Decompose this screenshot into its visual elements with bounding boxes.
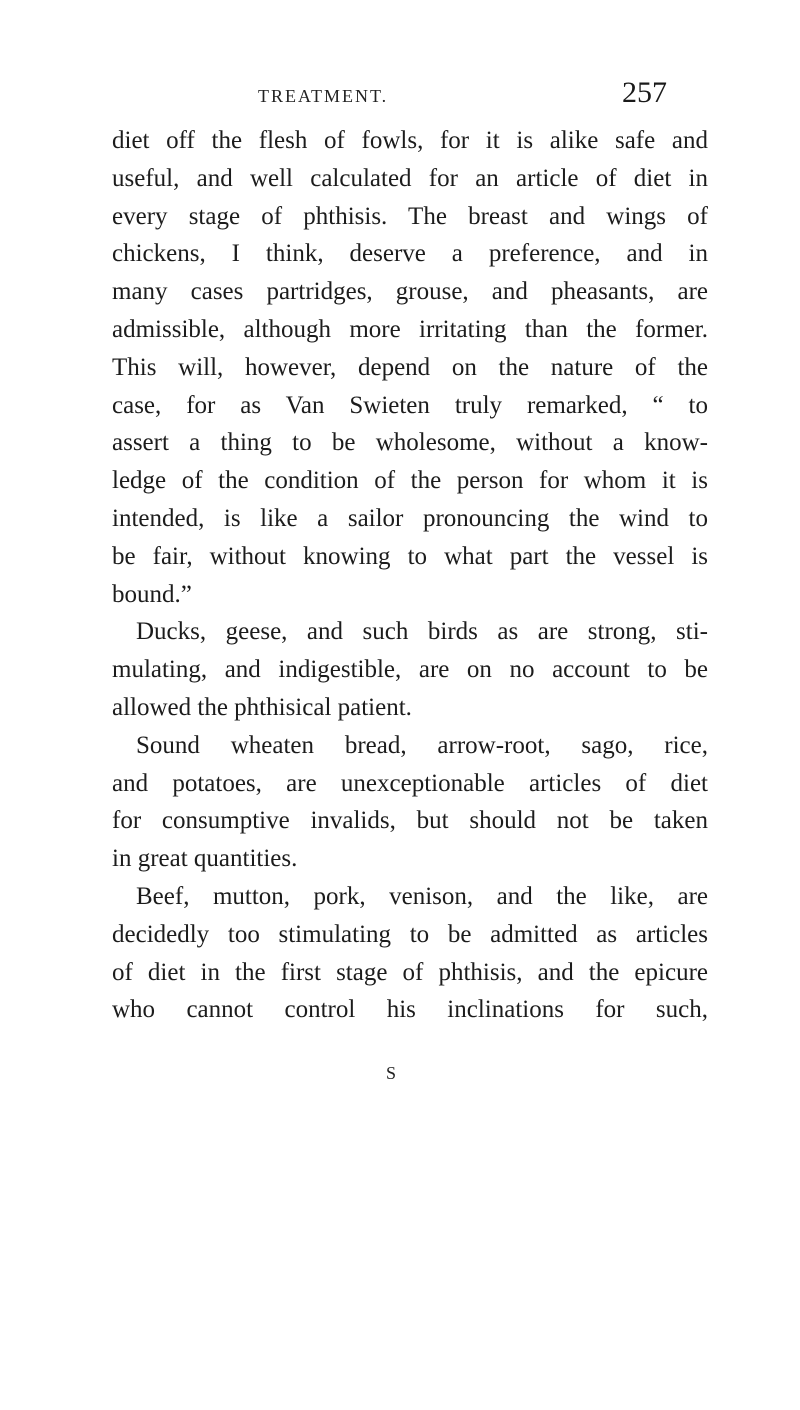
text-line: many cases partridges, grouse, and pheasants, are	[112, 278, 708, 306]
text-line: bound.”	[112, 580, 192, 608]
signature-mark: S	[386, 1063, 397, 1083]
text-line: for consumptive invalids, but should not be taken	[112, 807, 708, 835]
text-line: Sound wheaten bread, arrow-root, sago, rice,	[136, 731, 708, 759]
text-line: This will, however, depend on the nature of the	[112, 353, 708, 381]
text-line: useful, and well calculated for an article of diet in	[112, 164, 708, 192]
text-line: be fair, without knowing to what part the vessel is	[112, 542, 708, 570]
page-number: 257	[622, 76, 667, 109]
body-text	[112, 122, 708, 1029]
text-line: diet off the flesh of fowls, for it is alike safe and	[112, 127, 708, 154]
text-line: ledge of the condition of the person for whom it is	[112, 467, 708, 495]
text-line: of diet in the first stage of phthisis, and the epicure	[112, 958, 708, 986]
text-line: Beef, mutton, pork, venison, and the like, are	[136, 882, 708, 910]
text-line: chickens, I think, deserve a preference, and in	[112, 240, 708, 268]
text-line: in great quantities.	[112, 845, 298, 873]
text-line: mulating, and indigestible, are on no account to be	[112, 656, 708, 684]
text-line: case, for as Van Swieten truly remarked, “ to	[112, 391, 708, 419]
text-line: admissible, although more irritating than the former.	[112, 315, 708, 343]
text-line: Ducks, geese, and such birds as are strong, sti-	[136, 618, 708, 646]
text-line: assert a thing to be wholesome, without a know-	[112, 429, 708, 457]
text-line: allowed the phthisical patient.	[112, 693, 412, 721]
text-line: every stage of phthisis. The breast and wings of	[112, 202, 708, 230]
text-line: decidedly too stimulating to be admitted as articles	[112, 920, 708, 948]
running-head: TREATMENT.	[258, 86, 389, 106]
text-line: and potatoes, are unexceptionable articles of diet	[112, 769, 708, 797]
text-line: who cannot control his inclinations for such,	[112, 996, 708, 1024]
text-line: intended, is like a sailor pronouncing the wind to	[112, 504, 708, 532]
